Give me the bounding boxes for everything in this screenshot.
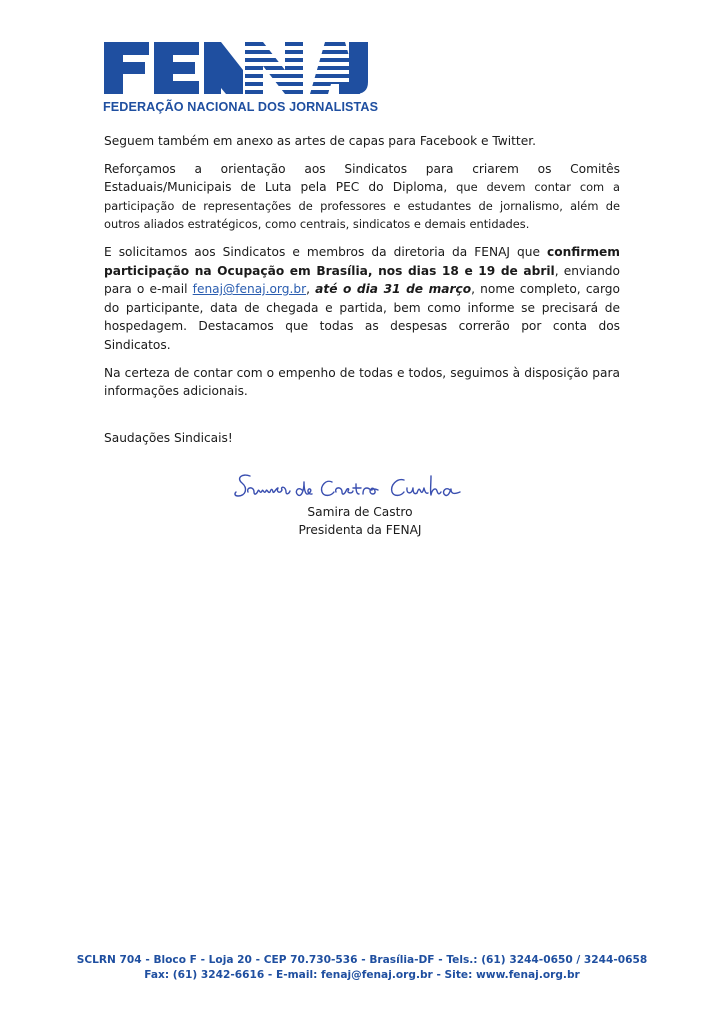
fenaj-logo [103, 40, 379, 120]
signer-title: Presidenta da FENAJ [298, 523, 422, 538]
committees-text: Reforçamos a orientação aos Sindicatos para criarem os Comitês Estaduais/Municipais de Luta pela PEC do Diploma, [104, 161, 620, 195]
request-details: , nome completo, cargo do participante, data de chegada e partida, bem como informe se precisará de hospedagem. Destacamos que todas as despesas correrão por conta dos Sindicatos. [104, 282, 620, 352]
fenaj-logo-mark [103, 40, 369, 96]
email-link[interactable]: fenaj@fenaj.org.br [192, 282, 307, 297]
paragraph-request [104, 243, 620, 355]
request-comma: , [306, 282, 316, 297]
footer-contact [62, 953, 662, 983]
footer-address: SCLRN 704 - Bloco F - Loja 20 - CEP 70.730-536 - Brasília-DF - Tels.: (61) 3244-0650 / 3244-0658 [76, 954, 648, 966]
request-deadline: até o dia 31 de março [315, 282, 472, 297]
request-send: , enviando para o e-mail [104, 263, 620, 297]
letter-body [104, 132, 620, 456]
footer-fax-email-site: Fax: (61) 3242-6616 - E-mail: fenaj@fenaj.org.br - Site: www.fenaj.org.br [144, 969, 580, 981]
signer-block [260, 503, 460, 540]
federation-name: FEDERAÇÃO NACIONAL DOS JORNALISTAS [103, 100, 379, 114]
request-intro: E solicitamos aos Sindicatos e membros da diretoria da FENAJ que [104, 244, 548, 259]
paragraph-committees [104, 160, 620, 234]
signer-name: Samira de Castro [307, 505, 413, 519]
paragraph-availability: Na certeza de contar com o empenho de todas e todos, seguimos à disposição para informações adicionais. [104, 365, 620, 399]
closing-greeting: Saudações Sindicais! [104, 430, 233, 445]
committees-detail: que devem contar com a participação de representações de professores e estudantes de jornalismo, além de outros aliados estratégicos, como centrais, sindicatos e demais entidades. [104, 180, 620, 232]
paragraph-attachments: Seguem também em anexo as artes de capas para Facebook e Twitter. [104, 134, 536, 148]
request-confirmation: confirmem participação na Ocupação em Brasília, nos dias 18 e 19 de abril [104, 244, 620, 278]
